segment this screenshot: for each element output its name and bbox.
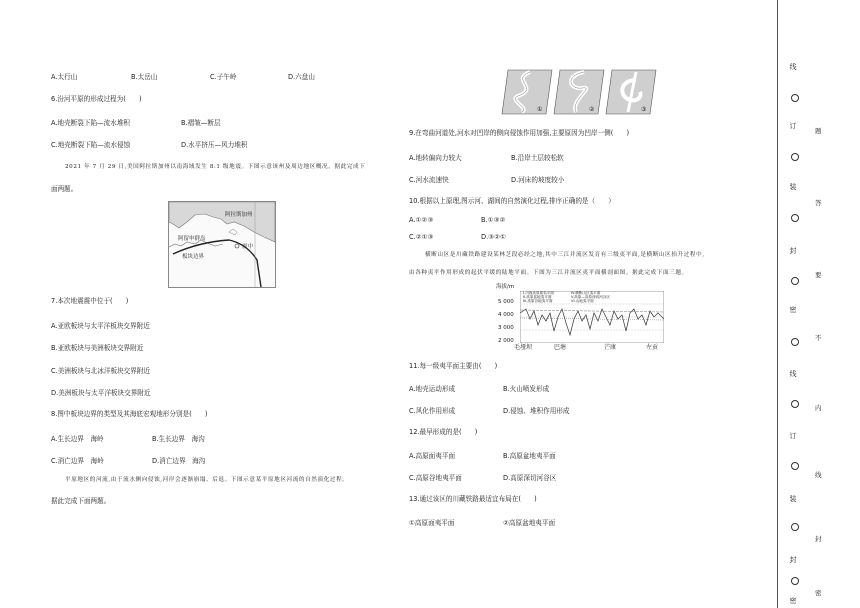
intro-passage-2: 平原地区的河流,由于流水侧向侵蚀,河岸会逐渐崩塌、后退。下图示意某平原地区河流的自然演化过程。 — [65, 477, 349, 483]
binding-hole-8 — [791, 523, 799, 531]
q8-option-a: A.生长边界 海岭 — [51, 435, 104, 443]
binding-hole-2 — [791, 153, 799, 161]
margin-warning-1: 题 — [815, 127, 822, 135]
chart-legend-4: IV.横断山区夷平面 — [571, 291, 601, 295]
q9-option-c: C.河水流速快 — [409, 176, 449, 184]
q10-option-b: B.①③② — [481, 216, 506, 224]
alaska-map — [168, 201, 276, 288]
q6-option-c: C.地壳断裂下陷—流水侵蚀 — [51, 141, 131, 149]
binding-char-8: 装 — [789, 495, 797, 503]
fig-label-1: ① — [537, 106, 543, 113]
q8-option-c: C.消亡边界 海岭 — [51, 457, 104, 465]
chart-ylabel: 海拔/m — [496, 284, 515, 290]
q7-option-d: D.美洲板块与太平洋板块交界附近 — [51, 389, 151, 397]
q10-option-c: C.②①③ — [409, 233, 434, 241]
binding-char-9: 封 — [789, 556, 797, 564]
intro-passage-1-end: 面两题。 — [51, 185, 78, 193]
q9-option-a: A.地转偏向力较大 — [409, 154, 462, 162]
binding-hole-6 — [791, 400, 799, 408]
map-label-alaska: 阿拉斯加州 — [225, 212, 253, 218]
q12-option-b: B.高原盆地夷平面 — [503, 452, 556, 460]
q11-option-b: B.火山喷发形成 — [503, 385, 550, 393]
q7-option-b: B.亚欧板块与美洲板块交界附近 — [51, 344, 144, 352]
question-7: 7.本次地震震中位于( ) — [51, 297, 129, 305]
margin-warning-2: 答 — [815, 199, 822, 207]
q7-option-c: C.美洲板块与北冰洋板块交界附近 — [51, 367, 151, 375]
intro-passage-3: 横断山区是川藏铁路建设某林芝段必经之地,其中三江并流区发育有三级夷平面,是横断山区抬升过程中, — [425, 252, 705, 258]
q6-option-b: B.褶皱—断层 — [181, 119, 221, 127]
binding-char-2: 订 — [789, 122, 797, 130]
chart-legend-2: II.高原盆地夷平面 — [523, 295, 552, 299]
map-label-aleutian: 阿留申群岛 — [178, 236, 206, 242]
chart-legend-3: III.高原谷地夷平面 — [523, 299, 553, 303]
q5-option-c: C.子午岭 — [210, 73, 237, 81]
q10-option-d: D.③②① — [481, 233, 506, 241]
binding-char-4: 封 — [789, 247, 797, 255]
q5-option-a: A.太行山 — [51, 73, 78, 81]
q12-option-d: D.高原深切河谷区 — [503, 474, 557, 482]
q11-option-d: D.侵蚀、堆积作用形成 — [503, 407, 570, 415]
q11-option-c: C.风化作用形成 — [409, 407, 456, 415]
q5-option-d: D.六盘山 — [288, 73, 315, 81]
q6-option-a: A.地壳断裂下陷—流水堆积 — [51, 119, 131, 127]
q9-option-b: B.沿岸土层较松软 — [511, 154, 564, 162]
margin-warning-8: 密 — [815, 589, 822, 597]
q8-option-d: D.消亡边界 海沟 — [152, 457, 206, 465]
chart-legend-5: V.高原—高原深切河谷区 — [571, 295, 611, 299]
binding-hole-1 — [791, 94, 799, 102]
q13-option-2: ②高原盆地夷平面 — [503, 519, 556, 527]
binding-hole-9 — [791, 577, 799, 585]
binding-hole-7 — [791, 462, 799, 470]
q11-option-a: A.地壳运动形成 — [409, 385, 456, 393]
binding-char-6: 线 — [789, 370, 797, 378]
chart-legend-6: VI.山地夷平面 — [571, 299, 594, 303]
map-label-boundary: 板块边界 — [182, 254, 205, 260]
q12-option-c: C.高原谷地夷平面 — [409, 474, 462, 482]
margin-warning-5: 内 — [815, 404, 822, 412]
q6-option-d: D.水平挤压—风力堆积 — [181, 141, 248, 149]
question-6: 6.汾河平原的形成过程为( ) — [51, 95, 142, 103]
binding-char-3: 装 — [789, 183, 797, 191]
chart-ytick-2000: 2 000 — [498, 338, 514, 344]
q12-option-a: A.高原面夷平面 — [409, 452, 456, 460]
fig-label-2: ② — [589, 106, 595, 113]
river-evolution-figure — [500, 66, 658, 118]
binding-char-1: 线 — [789, 63, 797, 71]
binding-hole-3 — [791, 214, 799, 222]
river-evolution-drawing — [500, 66, 658, 118]
question-13: 13.通过该区的川藏铁路最适宜布局在( ) — [409, 495, 537, 503]
planation-surface-chart — [492, 283, 664, 353]
binding-line — [777, 0, 778, 608]
binding-char-5: 密 — [789, 306, 797, 314]
chart-ytick-5000: 5 000 — [498, 299, 514, 305]
q9-option-d: D.河床的坡度较小 — [511, 176, 565, 184]
binding-char-10: 密 — [789, 597, 797, 605]
margin-warning-7: 封 — [815, 535, 822, 543]
map-drawing — [169, 202, 275, 287]
intro-passage-1: 2021 年 7 月 29 日,美国阿拉斯加州以南海域发生 8.1 级地震。下图示意该州及周边地区概况。据此完成下 — [65, 164, 366, 170]
chart-legend-1: I.川西高原面夷平面 — [523, 291, 554, 295]
question-8: 8.图中板块边界的类型及其海底宏观地形分别是( ) — [51, 410, 208, 418]
chart-ytick-4000: 4 000 — [498, 312, 514, 318]
binding-char-7: 订 — [789, 432, 797, 440]
chart-xtick-1: 毛垭坝 — [514, 344, 533, 351]
q10-option-a: A.①②③ — [409, 216, 434, 224]
binding-hole-5 — [791, 338, 799, 346]
map-label-epicenter: 震中 — [242, 244, 254, 250]
margin-warning-4: 不 — [815, 334, 822, 342]
fig-label-3: ③ — [641, 106, 647, 113]
chart-xtick-4: 左贡 — [646, 344, 659, 351]
question-9: 9.在弯曲河道处,河水对凹岸的侧向侵蚀作用加强,主要原因为凹岸一侧( ) — [409, 129, 630, 137]
binding-hole-4 — [791, 277, 799, 285]
chart-xtick-3: 芒康 — [604, 344, 617, 351]
q5-option-b: B.太岳山 — [131, 73, 158, 81]
intro-passage-3-end: 由各种夷平作用形成的起伏平缓的陆地平面。下图为三江并流区夷平面横剖面图。据此完成下面三题。 — [409, 270, 688, 276]
chart-ytick-3000: 3 000 — [498, 325, 514, 331]
question-12: 12.最早形成的是( ) — [409, 428, 478, 436]
question-10: 10.根据以上原理,图示河、湖间的自然演化过程,排序正确的是（ ） — [409, 197, 615, 205]
q7-option-a: A.亚欧板块与太平洋板块交界附近 — [51, 322, 150, 330]
question-11: 11.每一级夷平面主要由( ) — [409, 362, 498, 370]
margin-warning-3: 要 — [815, 271, 822, 279]
chart-xtick-2: 巴塘 — [554, 344, 567, 351]
margin-warning-6: 线 — [815, 471, 822, 479]
q8-option-b: B.生长边界 海沟 — [152, 435, 205, 443]
intro-passage-2-end: 据此完成下面两题。 — [51, 497, 111, 505]
q13-option-1: ①高原面夷平面 — [409, 519, 455, 527]
